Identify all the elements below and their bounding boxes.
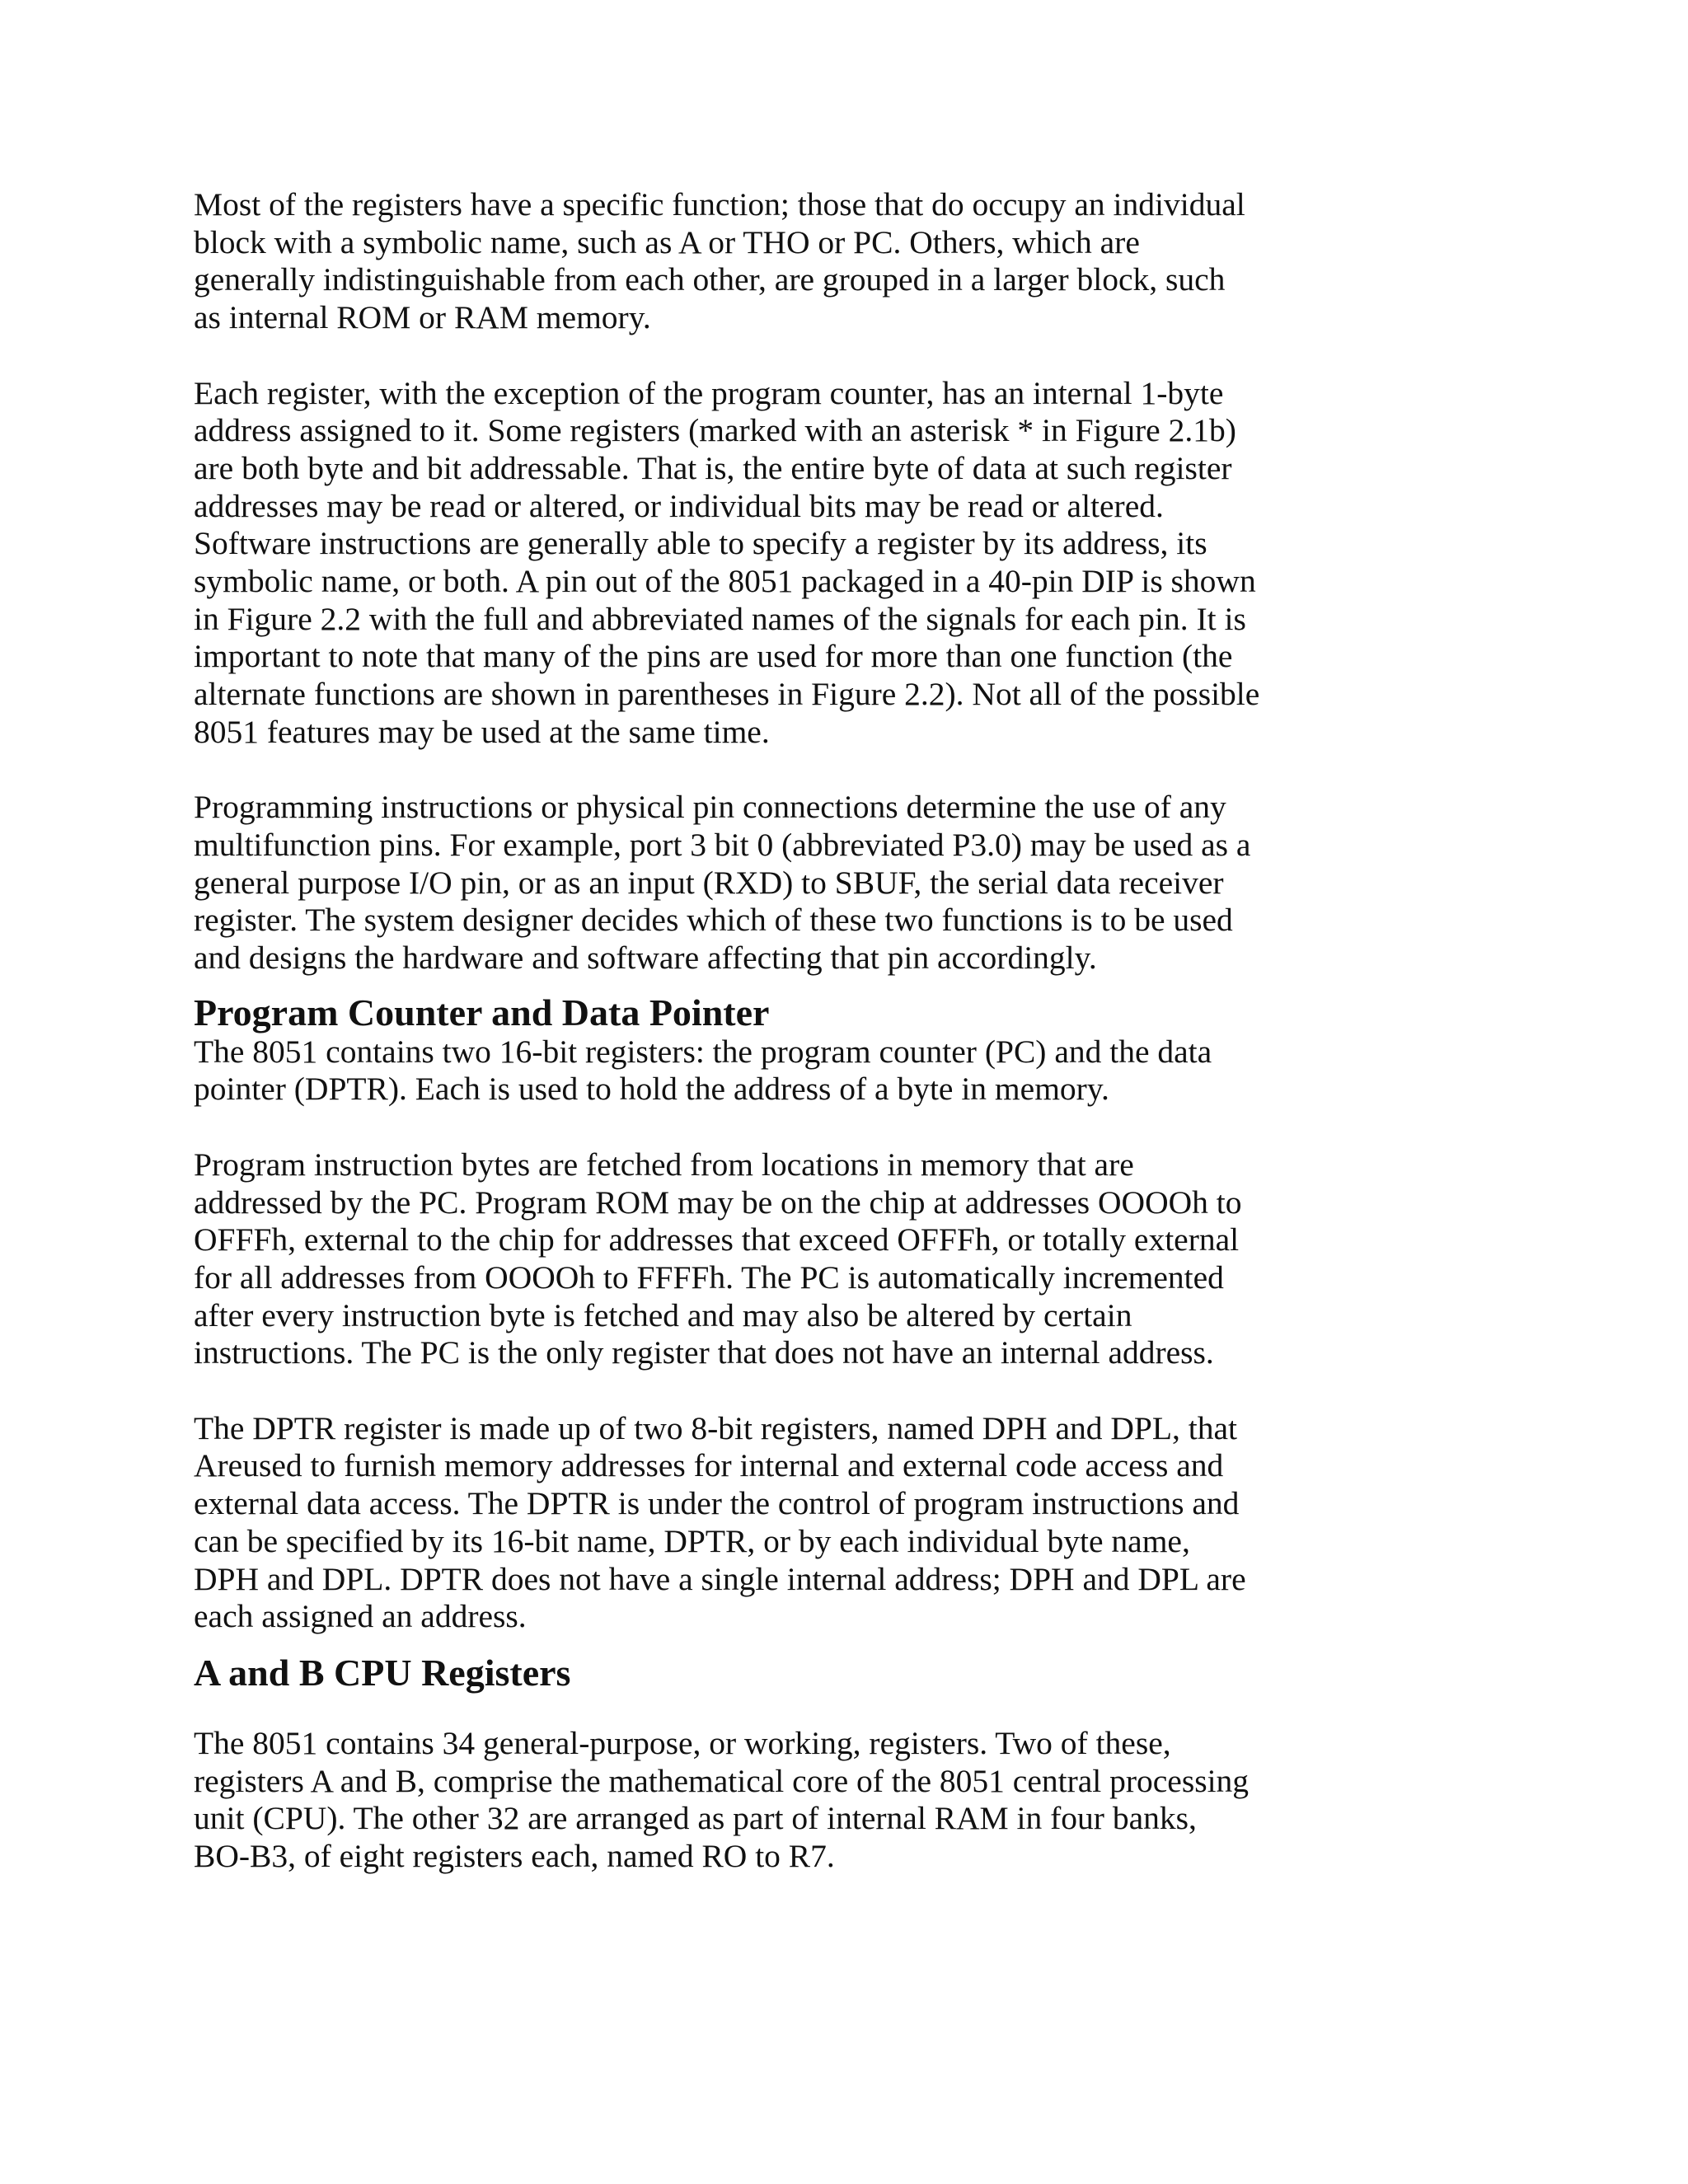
text-line: each assigned an address.	[194, 1598, 527, 1635]
text-line: symbolic name, or both. A pin out of the 8051 packaged in a 40-pin DIP is shown	[194, 563, 1256, 600]
text-line: addresses may be read or altered, or individual bits may be read or altered.	[194, 487, 1164, 524]
paragraph-multifunction-pins	[194, 789, 1290, 977]
paragraph-register-addresses	[194, 375, 1290, 752]
section-heading-program-counter: Program Counter and Data Pointer	[194, 991, 770, 1033]
text-line: address assigned to it. Some registers (marked with an asterisk * in Figure 2.1b)	[194, 412, 1236, 449]
text-line: important to note that many of the pins are used for more than one function (the	[194, 638, 1233, 675]
text-line: after every instruction byte is fetched and may also be altered by certain	[194, 1296, 1132, 1333]
text-line: 8051 features may be used at the same time.	[194, 713, 770, 750]
paragraph-spacer	[194, 1372, 1290, 1410]
text-line: Each register, with the exception of the program counter, has an internal 1-byte	[194, 374, 1224, 411]
text-line: Program instruction bytes are fetched from locations in memory that are	[194, 1146, 1134, 1183]
text-line: addressed by the PC. Program ROM may be on the chip at addresses OOOOh to	[194, 1183, 1242, 1221]
text-line: Programming instructions or physical pin connections determine the use of any	[194, 789, 1226, 826]
paragraph-spacer	[194, 337, 1290, 375]
text-line: are both byte and bit addressable. That is, the entire byte of data at such register	[194, 449, 1232, 486]
text-line: multifunction pins. For example, port 3 bit 0 (abbreviated P3.0) may be used as a	[194, 826, 1251, 863]
section-heading-cpu-registers: A and B CPU Registers	[194, 1651, 571, 1694]
text-line: general purpose I/O pin, or as an input (RXD) to SBUF, the serial data receiver	[194, 864, 1224, 901]
text-line: pointer (DPTR). Each is used to hold the address of a byte in memory.	[194, 1071, 1109, 1108]
text-line: for all addresses from OOOOh to FFFFh. The PC is automatically incremented	[194, 1258, 1224, 1296]
text-line: Software instructions are generally able to specify a register by its address, its	[194, 525, 1207, 562]
paragraph-cpu-registers	[194, 1725, 1290, 1876]
text-line: external data access. The DPTR is under the control of program instructions and	[194, 1485, 1240, 1522]
text-line: unit (CPU). The other 32 are arranged as part of internal RAM in four banks,	[194, 1800, 1197, 1837]
text-line: DPH and DPL. DPTR does not have a single internal address; DPH and DPL are	[194, 1560, 1246, 1597]
paragraph-program-counter	[194, 1146, 1290, 1372]
text-line: generally indistinguishable from each other, are grouped in a larger block, such	[194, 261, 1226, 298]
text-line: registers A and B, comprise the mathematical core of the 8051 central processing	[194, 1762, 1250, 1799]
text-line: as internal ROM or RAM memory.	[194, 299, 651, 336]
text-line: The 8051 contains two 16-bit registers: the program counter (PC) and the data	[194, 1033, 1212, 1070]
text-line: can be specified by its 16-bit name, DPTR, or by each individual byte name,	[194, 1522, 1190, 1559]
text-line: block with a symbolic name, such as A or THO or PC. Others, which are	[194, 223, 1140, 260]
paragraph-spacer	[194, 1108, 1290, 1146]
paragraph-pc-dptr-intro	[194, 1033, 1290, 1108]
text-line: OFFFh, external to the chip for addresses that exceed OFFFh, or totally external	[194, 1221, 1240, 1258]
text-line: BO-B3, of eight registers each, named RO to R7.	[194, 1838, 835, 1875]
text-line: alternate functions are shown in parentheses in Figure 2.2). Not all of the possible	[194, 676, 1260, 713]
document-body	[194, 186, 1290, 1876]
text-line: and designs the hardware and software affecting that pin accordingly.	[194, 940, 1097, 977]
paragraph-spacer	[194, 752, 1290, 790]
paragraph-data-pointer	[194, 1410, 1290, 1636]
text-line: The DPTR register is made up of two 8-bit registers, named DPH and DPL, that	[194, 1409, 1237, 1446]
text-line: The 8051 contains 34 general-purpose, or working, registers. Two of these,	[194, 1724, 1171, 1761]
paragraph-register-functions	[194, 186, 1290, 337]
text-line: in Figure 2.2 with the full and abbreviated names of the signals for each pin. It is	[194, 600, 1246, 637]
text-line: Most of the registers have a specific function; those that do occupy an individual	[194, 186, 1245, 223]
text-line: register. The system designer decides which of these two functions is to be used	[194, 902, 1233, 939]
text-line: Areused to furnish memory addresses for internal and external code access and	[194, 1447, 1224, 1484]
text-line: instructions. The PC is the only register that does not have an internal address.	[194, 1334, 1214, 1371]
